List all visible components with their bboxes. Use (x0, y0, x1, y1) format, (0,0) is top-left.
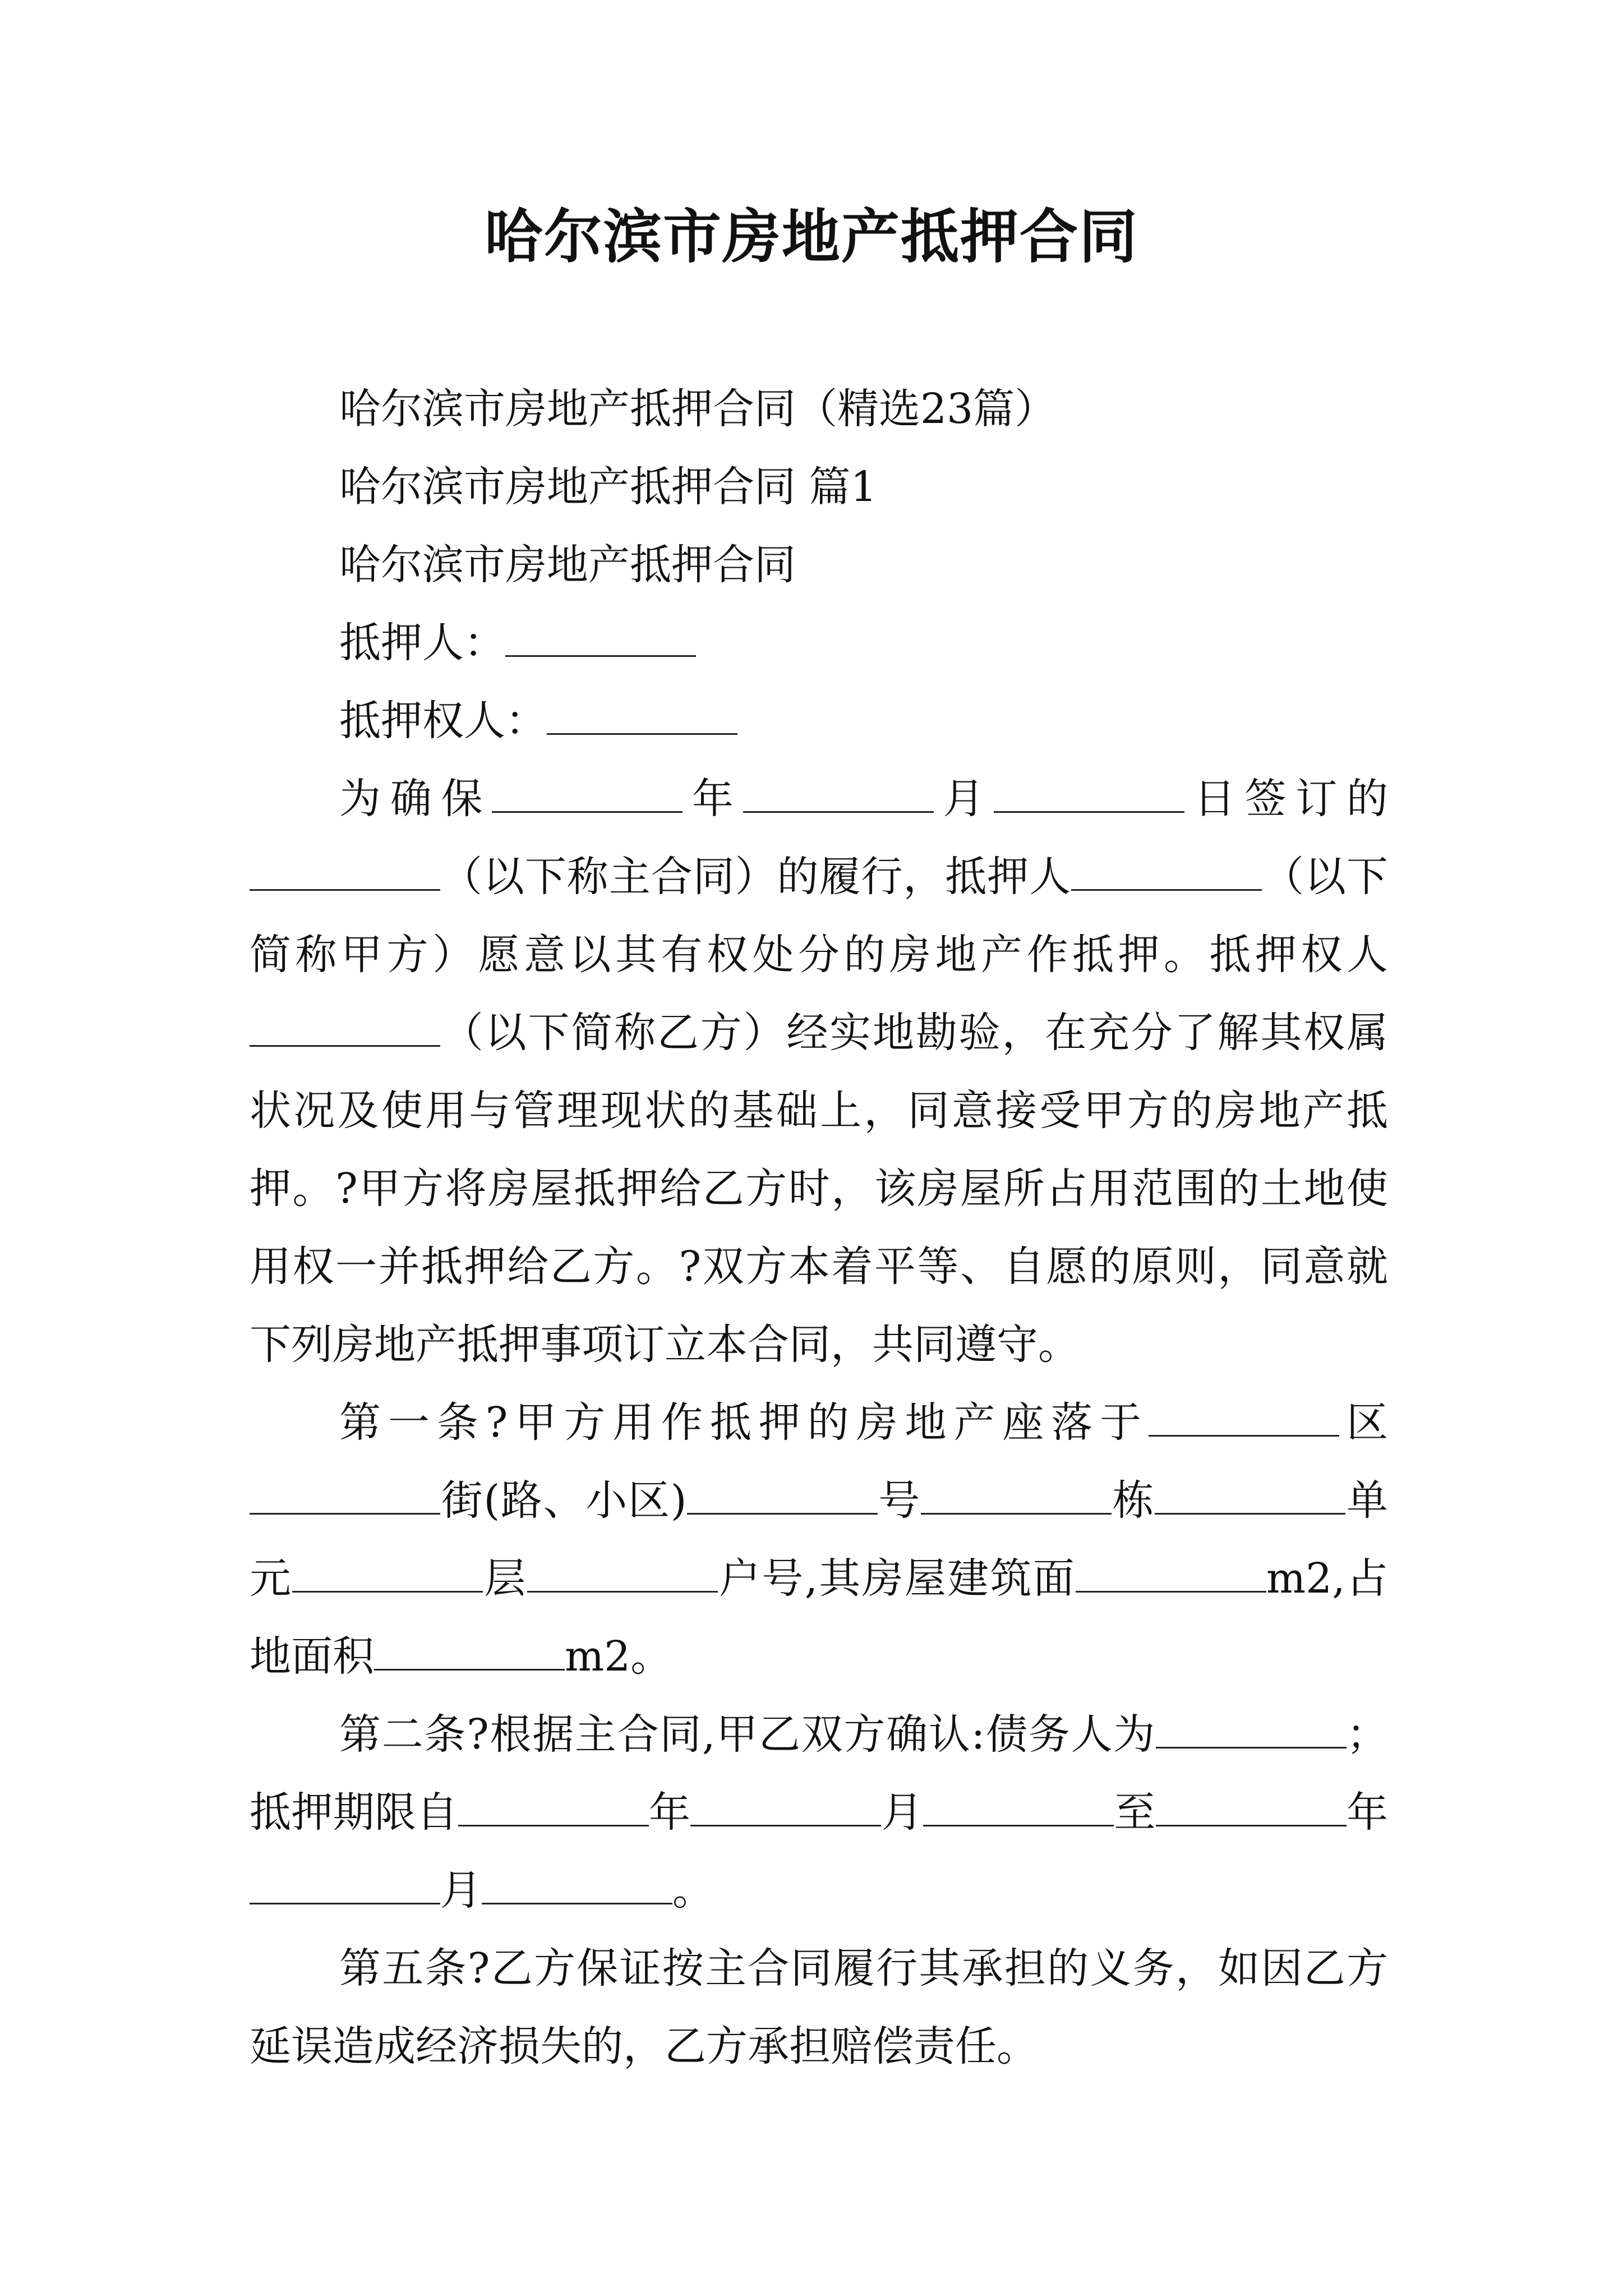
article2-blank-from-year (458, 1784, 649, 1826)
article1-text-2: 区 (1339, 1398, 1389, 1447)
article2-text-8: 。 (672, 1866, 714, 1915)
intro-blank-mortgagee (250, 1005, 440, 1047)
article1-blank-floor (292, 1550, 483, 1593)
contract-name-line (250, 526, 1388, 604)
article1-blank-building (921, 1473, 1112, 1515)
article2-blank-from-day (923, 1784, 1114, 1826)
document-body (250, 370, 1388, 2086)
article1-blank-land-area (374, 1628, 565, 1671)
article1-blank-room (527, 1550, 718, 1593)
article1-text-7: 层 (483, 1554, 527, 1603)
article1-text-8: 户号,其房屋建筑面 (717, 1554, 1076, 1603)
article2-blank-debtor (1156, 1706, 1347, 1749)
article2-blank-to-year (1156, 1784, 1347, 1826)
article2-text-1: 第二条?根据主合同,甲乙双方确认:债务人为 (339, 1710, 1156, 1759)
article2-text-4: 月 (881, 1788, 924, 1837)
article1-text-3: 街(路、小区) (440, 1476, 687, 1525)
article2-text-2: ；抵押期限自 (250, 1710, 1388, 1837)
mortgagee-line (250, 682, 1388, 760)
article1-text-10: m2。 (565, 1632, 672, 1681)
article5-text: 第五条?乙方保证按主合同履行其承担的义务，如因乙方延误造成经济损失的，乙方承担赔偿责任。 (250, 1944, 1388, 2070)
mortgagee-blank (547, 693, 737, 735)
article1-blank-street (250, 1473, 440, 1515)
mortgagor-blank (505, 615, 696, 657)
article1-text-1: 第一条?甲方用作抵押的房地产座落于 (339, 1398, 1149, 1447)
intro-blank-mortgagor (1071, 849, 1262, 891)
intro-paragraph (250, 760, 1388, 1384)
intro-text-1: 为确保 (339, 775, 492, 823)
article1-text-9: m2,占地面积 (250, 1554, 1388, 1681)
section-heading-line (250, 448, 1388, 526)
subtitle: 哈尔滨市房地产抵押合同（精选23篇） (339, 385, 1057, 433)
intro-text-3: 月 (933, 775, 994, 823)
intro-text-5: （以下称主合同）的履行，抵押人 (440, 853, 1072, 901)
article1-text-4: 号 (877, 1476, 921, 1525)
article1-paragraph (250, 1384, 1388, 1696)
intro-blank-day (994, 771, 1184, 813)
intro-text-7: （以下简称乙方）经实地勘验，在充分了解其权属状况及使用与管理现状的基础上，同意接受甲方的房地产抵押。?甲方将房屋抵押给乙方时，该房屋所占用范围的土地使用权一并抵押给乙方。?双方本着平等、自愿的原则，同意就下列房地产抵押事项订立本合同，共同遵守。 (250, 1009, 1388, 1369)
article1-text-5: 栋 (1111, 1476, 1155, 1525)
document-title: 哈尔滨市房地产抵押合同 (484, 202, 1138, 271)
intro-blank-month (743, 771, 934, 813)
article1-text-6: 单元 (250, 1476, 1388, 1603)
article2-paragraph (250, 1696, 1388, 1930)
intro-text-6: （以下简称甲方）愿意以其有权处分的房地产作抵押。抵押权人 (250, 853, 1388, 979)
intro-text-4: 日签订的 (1184, 775, 1389, 823)
article1-blank-area (1076, 1550, 1266, 1593)
mortgagor-label: 抵押人： (339, 619, 505, 667)
subtitle-line (250, 370, 1388, 448)
contract-name: 哈尔滨市房地产抵押合同 (339, 541, 796, 589)
article2-blank-to-day (482, 1862, 672, 1904)
intro-blank-year (492, 771, 683, 813)
article2-text-3: 年 (648, 1788, 691, 1837)
article2-text-7: 月 (440, 1866, 482, 1915)
section-heading: 哈尔滨市房地产抵押合同 篇1 (339, 463, 877, 511)
article2-blank-to-month (250, 1862, 440, 1904)
article2-blank-from-month (690, 1784, 881, 1826)
intro-blank-contract (250, 849, 440, 891)
article2-text-6: 年 (1346, 1788, 1389, 1837)
article1-blank-number (687, 1473, 878, 1515)
mortgagee-label: 抵押权人： (339, 697, 547, 745)
article2-text-5: 至 (1114, 1788, 1156, 1837)
intro-text-2: 年 (683, 775, 743, 823)
article1-blank-unit (1155, 1473, 1345, 1515)
mortgagor-line (250, 604, 1388, 682)
article1-blank-district (1149, 1395, 1339, 1437)
article5-paragraph (250, 1930, 1388, 2086)
